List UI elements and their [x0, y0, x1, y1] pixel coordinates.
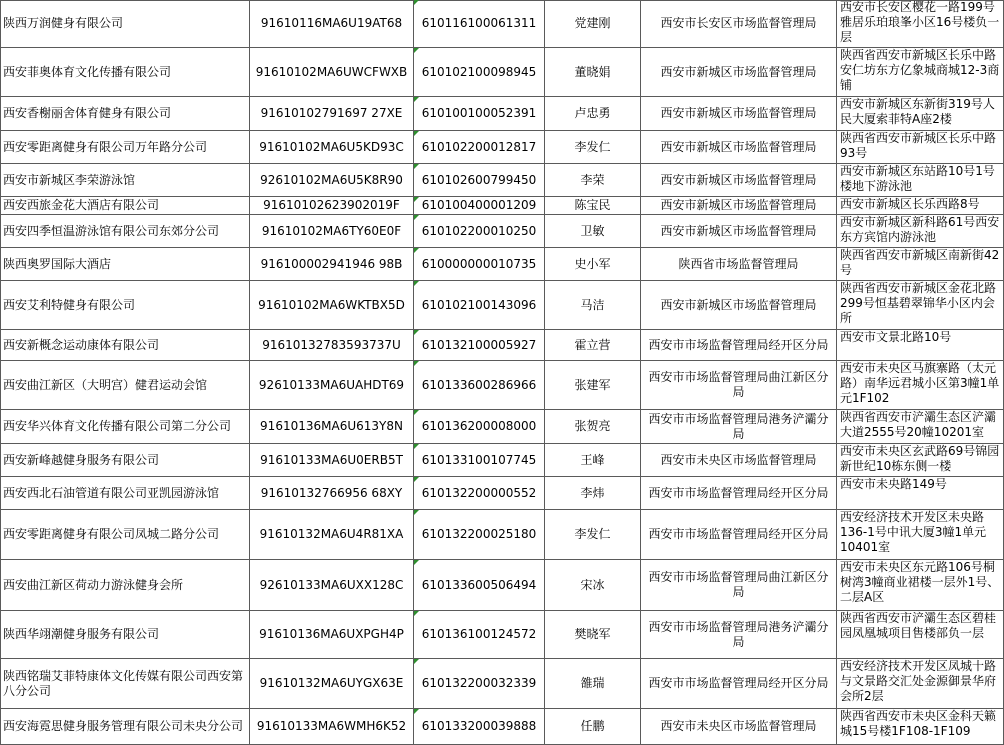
authority-text: 西安市新城区市场监督管理局	[660, 198, 817, 212]
legal-person-cell[interactable]	[545, 444, 641, 477]
error-indicator-icon	[414, 197, 419, 202]
company-name-text: 西安香榭丽舍体育健身有限公司	[3, 106, 172, 120]
table-row	[0, 410, 1004, 444]
address-text: 西安市新城区长乐西路8号	[840, 197, 980, 211]
legal-person-text: 李发仁	[574, 139, 611, 154]
company-name-cell[interactable]	[0, 131, 250, 164]
credit-code-cell[interactable]	[250, 164, 414, 197]
company-name-text: 西安零距离健身有限公司凤城二路分公司	[3, 527, 220, 541]
credit-code-text: 916100002941946 98B	[260, 256, 403, 271]
table-row	[0, 48, 1004, 97]
table-row	[0, 659, 1004, 709]
company-name-text: 西安四季恒温游泳馆有限公司东郊分公司	[3, 223, 220, 238]
address-text: 西安市新城区东站路10号1号楼地下游泳池	[840, 164, 995, 193]
registration-number-text: 610102100098945	[421, 64, 537, 79]
credit-code-cell[interactable]	[250, 611, 414, 659]
authority-text: 西安市市场监督管理局经开区分局	[648, 676, 829, 690]
authority-cell[interactable]	[641, 410, 837, 444]
credit-code-cell[interactable]	[250, 0, 414, 48]
credit-code-text: 91610102MA6UWCFWXB	[255, 64, 408, 79]
credit-code-text: 91610102MA6TY60E0F	[261, 223, 402, 238]
error-indicator-icon	[414, 215, 419, 220]
legal-person-text: 李炜	[580, 485, 605, 500]
address-cell[interactable]	[837, 477, 1004, 510]
legal-person-text: 樊晓军	[574, 627, 611, 641]
registration-number-text: 610116100061311	[421, 16, 537, 30]
authority-cell[interactable]	[641, 197, 837, 215]
registration-number-text: 610133600286966	[421, 377, 537, 392]
credit-code-text: 92610133MA6UXX128C	[259, 577, 404, 592]
credit-code-cell[interactable]	[250, 215, 414, 248]
address-text: 西安市未央区玄武路69号锦园新世纪10栋东侧一楼	[840, 444, 1000, 473]
company-name-text: 西安西北石油管道有限公司亚凯园游泳馆	[3, 485, 220, 500]
authority-cell[interactable]	[641, 611, 837, 659]
error-indicator-icon	[414, 477, 419, 482]
error-indicator-icon	[414, 97, 419, 102]
company-name-text: 陕西奥罗国际大酒店	[3, 256, 112, 271]
address-cell[interactable]	[837, 611, 1004, 659]
registration-number-cell[interactable]	[414, 215, 545, 248]
table-row	[0, 281, 1004, 330]
company-name-text: 西安菲奥体育文化传播有限公司	[3, 64, 172, 79]
registration-number-text: 610132200032339	[421, 676, 537, 690]
authority-text: 西安市新城区市场监督管理局	[660, 297, 817, 312]
legal-person-cell[interactable]	[545, 215, 641, 248]
legal-person-cell[interactable]	[545, 560, 641, 611]
address-text: 陕西省西安市新城区金花北路299号恒基碧翠锦华小区内会所	[840, 281, 997, 325]
legal-person-text: 李发仁	[574, 527, 611, 541]
legal-person-text: 党建刚	[574, 16, 611, 30]
address-text: 西安市未央区马旗寨路（太元路）南华远君城小区第3幢1单元1F102	[840, 361, 1000, 405]
credit-code-text: 91610102MA6U5KD93C	[259, 139, 404, 154]
address-cell[interactable]	[837, 560, 1004, 611]
legal-person-text: 任鹏	[580, 719, 605, 733]
legal-person-cell[interactable]	[545, 281, 641, 330]
company-name-cell[interactable]	[0, 477, 250, 510]
credit-code-text: 91610102623902019F	[263, 198, 400, 212]
credit-code-text: 91610132MA6U4R81XA	[259, 527, 404, 541]
address-cell[interactable]	[837, 197, 1004, 215]
address-cell[interactable]	[837, 215, 1004, 248]
table-row	[0, 611, 1004, 659]
address-text: 陕西省西安市新城区长乐中路安仁坊东方亿象城商城12-3商铺	[840, 48, 1000, 92]
address-cell[interactable]	[837, 248, 1004, 281]
registration-number-cell[interactable]	[414, 510, 545, 560]
credit-code-cell[interactable]	[250, 560, 414, 611]
registration-number-cell[interactable]	[414, 164, 545, 197]
company-name-cell[interactable]	[0, 510, 250, 560]
company-name-text: 西安新峰越健身服务有限公司	[3, 452, 160, 467]
company-name-text: 西安新概念运动康体有限公司	[3, 337, 160, 352]
company-name-text: 西安西旅金花大酒店有限公司	[3, 198, 160, 212]
legal-person-cell[interactable]	[545, 197, 641, 215]
company-name-cell[interactable]	[0, 164, 250, 197]
authority-text: 西安市未央区市场监督管理局	[660, 719, 817, 733]
authority-cell[interactable]	[641, 330, 837, 361]
authority-cell[interactable]	[641, 709, 837, 745]
table-row	[0, 560, 1004, 611]
address-cell[interactable]	[837, 659, 1004, 709]
table-row	[0, 361, 1004, 410]
table-row	[0, 510, 1004, 560]
credit-code-text: 91610133MA6WMH6K52	[256, 719, 407, 733]
authority-cell[interactable]	[641, 131, 837, 164]
credit-code-text: 92610102MA6U5K8R90	[260, 172, 403, 187]
legal-person-text: 史小军	[574, 256, 611, 271]
company-name-cell[interactable]	[0, 330, 250, 361]
registration-number-text: 610133200039888	[421, 719, 537, 733]
credit-code-cell[interactable]	[250, 410, 414, 444]
registration-number-cell[interactable]	[414, 281, 545, 330]
legal-person-cell[interactable]	[545, 97, 641, 131]
table-row	[0, 477, 1004, 510]
credit-code-text: 91610132783593737U	[262, 337, 401, 352]
company-name-text: 陕西华翊潮健身服务有限公司	[3, 627, 160, 641]
registration-number-cell[interactable]	[414, 131, 545, 164]
registration-number-text: 610100100052391	[421, 106, 537, 120]
table-row	[0, 0, 1004, 48]
registration-number-cell[interactable]	[414, 197, 545, 215]
address-text: 西安市长安区樱花一路199号雅居乐珀琅峯小区16号楼负一层	[840, 0, 1000, 44]
company-name-cell[interactable]	[0, 444, 250, 477]
authority-text: 西安市新城区市场监督管理局	[660, 139, 817, 154]
credit-code-text: 91610136MA6UXPGH4P	[259, 627, 404, 641]
address-text: 陕西省西安市浐灞生态区碧桂园凤凰城项目售楼部负一层	[840, 611, 997, 640]
table-row	[0, 248, 1004, 281]
authority-text: 西安市市场监督管理局曲江新区分局	[648, 370, 829, 399]
table-row	[0, 164, 1004, 197]
company-name-cell[interactable]	[0, 197, 250, 215]
registration-number-cell[interactable]	[414, 709, 545, 745]
registration-number-cell[interactable]	[414, 361, 545, 410]
registration-number-text: 610000000010735	[421, 256, 537, 271]
company-name-text: 西安海霓思健身服务管理有限公司未央分公司	[3, 719, 244, 733]
authority-text: 西安市新城区市场监督管理局	[660, 106, 817, 120]
address-text: 陕西省西安市浐灞生态区浐灞大道2555号20幢10201室	[840, 410, 997, 439]
authority-cell[interactable]	[641, 0, 837, 48]
authority-cell[interactable]	[641, 659, 837, 709]
legal-person-cell[interactable]	[545, 248, 641, 281]
registration-number-text: 610133600506494	[421, 577, 537, 592]
registration-number-cell[interactable]	[414, 48, 545, 97]
error-indicator-icon	[414, 131, 419, 136]
registration-number-text: 610102200010250	[421, 223, 537, 238]
legal-person-text: 宋冰	[580, 577, 605, 592]
legal-person-text: 董晓娟	[574, 64, 611, 79]
registration-number-cell[interactable]	[414, 248, 545, 281]
credit-code-text: 91610132MA6UYGX63E	[259, 676, 404, 690]
registration-number-cell[interactable]	[414, 97, 545, 131]
error-indicator-icon	[414, 0, 419, 5]
company-name-text: 西安曲江新区（大明宫）健君运动会馆	[3, 377, 208, 392]
credit-code-cell[interactable]	[250, 131, 414, 164]
authority-text: 西安市新城区市场监督管理局	[660, 64, 817, 79]
address-text: 西安市未央区东元路106号桐树湾3幢商业裙楼一层外1号、二层A区	[840, 560, 1000, 604]
company-name-cell[interactable]	[0, 659, 250, 709]
company-name-cell[interactable]	[0, 97, 250, 131]
error-indicator-icon	[414, 330, 419, 335]
credit-code-cell[interactable]	[250, 97, 414, 131]
registration-number-text: 610132200025180	[421, 527, 537, 541]
company-name-cell[interactable]	[0, 611, 250, 659]
authority-text: 西安市长安区市场监督管理局	[660, 16, 817, 30]
error-indicator-icon	[414, 164, 419, 169]
legal-person-text: 马洁	[580, 297, 605, 312]
error-indicator-icon	[414, 510, 419, 515]
address-text: 陕西省西安市新城区南新街42号	[840, 248, 1000, 277]
authority-cell[interactable]	[641, 215, 837, 248]
address-text: 西安经济技术开发区凤城十路与文景路交汇处金源御景华府会所2层	[840, 659, 997, 703]
table-row	[0, 444, 1004, 477]
registration-number-cell[interactable]	[414, 611, 545, 659]
legal-person-cell[interactable]	[545, 330, 641, 361]
company-name-cell[interactable]	[0, 0, 250, 48]
registration-number-text: 610102100143096	[421, 297, 537, 312]
authority-cell[interactable]	[641, 510, 837, 560]
company-name-text: 西安华兴体育文化传播有限公司第二分公司	[3, 419, 232, 433]
legal-person-cell[interactable]	[545, 477, 641, 510]
address-cell[interactable]	[837, 410, 1004, 444]
credit-code-text: 91610102MA6WKTBX5D	[258, 297, 405, 312]
registration-number-text: 610136200008000	[421, 419, 537, 433]
legal-person-text: 张贺亮	[574, 419, 611, 433]
authority-cell[interactable]	[641, 97, 837, 131]
table-row	[0, 215, 1004, 248]
company-name-cell[interactable]	[0, 281, 250, 330]
registration-number-cell[interactable]	[414, 560, 545, 611]
address-text: 陕西省西安市新城区长乐中路93号	[840, 131, 997, 160]
registration-number-text: 610132100005927	[421, 337, 537, 352]
authority-cell[interactable]	[641, 248, 837, 281]
legal-person-text: 张建军	[574, 377, 611, 392]
authority-text: 西安市市场监督管理局经开区分局	[648, 337, 829, 352]
error-indicator-icon	[414, 248, 419, 253]
address-text: 西安市未央路149号	[840, 477, 947, 491]
legal-person-text: 李荣	[580, 172, 605, 187]
registration-number-text: 610100400001209	[421, 198, 537, 212]
registration-number-text: 610136100124572	[421, 627, 537, 641]
authority-text: 西安市市场监督管理局港务浐灞分局	[648, 619, 829, 649]
registration-number-text: 610133100107745	[421, 452, 537, 467]
authority-cell[interactable]	[641, 361, 837, 410]
credit-code-cell[interactable]	[250, 510, 414, 560]
legal-person-cell[interactable]	[545, 709, 641, 745]
address-cell[interactable]	[837, 0, 1004, 48]
credit-code-cell[interactable]	[250, 444, 414, 477]
address-text: 西安市新城区东新街319号人民大厦索菲特A座2楼	[840, 97, 995, 126]
company-name-text: 陕西万润健身有限公司	[3, 16, 124, 30]
legal-person-cell[interactable]	[545, 164, 641, 197]
authority-cell[interactable]	[641, 281, 837, 330]
authority-text: 西安市未央区市场监督管理局	[660, 452, 817, 467]
authority-text: 西安市市场监督管理局曲江新区分局	[648, 570, 829, 599]
credit-code-cell[interactable]	[250, 330, 414, 361]
error-indicator-icon	[414, 659, 419, 664]
table-row	[0, 97, 1004, 131]
credit-code-cell[interactable]	[250, 197, 414, 215]
company-name-cell[interactable]	[0, 215, 250, 248]
legal-person-text: 霍立营	[574, 337, 611, 352]
error-indicator-icon	[414, 48, 419, 53]
credit-code-text: 91610132766956 68XY	[260, 485, 403, 500]
error-indicator-icon	[414, 410, 419, 415]
authority-text: 西安市新城区市场监督管理局	[660, 223, 817, 238]
company-name-text: 西安零距离健身有限公司万年路分公司	[3, 139, 208, 154]
authority-text: 陕西省市场监督管理局	[678, 256, 799, 271]
legal-person-cell[interactable]	[545, 659, 641, 709]
authority-text: 西安市市场监督管理局经开区分局	[648, 485, 829, 500]
credit-code-text: 91610133MA6U0ERB5T	[260, 452, 403, 467]
legal-person-cell[interactable]	[545, 0, 641, 48]
credit-code-cell[interactable]	[250, 709, 414, 745]
authority-cell[interactable]	[641, 48, 837, 97]
legal-person-text: 卢忠勇	[574, 106, 611, 120]
registration-number-text: 610132200000552	[421, 485, 537, 500]
address-cell[interactable]	[837, 48, 1004, 97]
address-cell[interactable]	[837, 131, 1004, 164]
authority-cell[interactable]	[641, 444, 837, 477]
authority-cell[interactable]	[641, 560, 837, 611]
credit-code-text: 91610102791697 27XE	[260, 106, 403, 120]
legal-person-cell[interactable]	[545, 510, 641, 560]
registration-number-cell[interactable]	[414, 0, 545, 48]
error-indicator-icon	[414, 281, 419, 286]
company-name-cell[interactable]	[0, 361, 250, 410]
registration-number-cell[interactable]	[414, 410, 545, 444]
credit-code-cell[interactable]	[250, 659, 414, 709]
credit-code-cell[interactable]	[250, 361, 414, 410]
authority-text: 西安市新城区市场监督管理局	[660, 172, 817, 187]
registration-number-cell[interactable]	[414, 330, 545, 361]
address-cell[interactable]	[837, 444, 1004, 477]
credit-code-text: 92610133MA6UAHDT69	[258, 377, 405, 392]
company-name-cell[interactable]	[0, 48, 250, 97]
table-row	[0, 131, 1004, 164]
error-indicator-icon	[414, 444, 419, 449]
address-text: 西安市新城区新科路61号西安东方宾馆内游泳池	[840, 215, 1000, 244]
error-indicator-icon	[414, 611, 419, 616]
error-indicator-icon	[414, 361, 419, 366]
registration-number-text: 610102200012817	[421, 139, 537, 154]
registration-number-cell[interactable]	[414, 444, 545, 477]
legal-person-cell[interactable]	[545, 131, 641, 164]
authority-text: 西安市市场监督管理局港务浐灞分局	[648, 411, 829, 441]
company-name-cell[interactable]	[0, 560, 250, 611]
credit-code-cell[interactable]	[250, 48, 414, 97]
company-name-cell[interactable]	[0, 248, 250, 281]
address-cell[interactable]	[837, 281, 1004, 330]
authority-cell[interactable]	[641, 477, 837, 510]
legal-person-text: 雒瑞	[580, 676, 605, 690]
legal-person-cell[interactable]	[545, 361, 641, 410]
legal-person-cell[interactable]	[545, 410, 641, 444]
registration-number-text: 610102600799450	[421, 172, 537, 187]
credit-code-cell[interactable]	[250, 281, 414, 330]
legal-person-text: 王峰	[580, 452, 605, 467]
authority-cell[interactable]	[641, 164, 837, 197]
address-cell[interactable]	[837, 97, 1004, 131]
credit-code-cell[interactable]	[250, 477, 414, 510]
authority-text: 西安市市场监督管理局经开区分局	[648, 527, 829, 541]
address-text: 西安经济技术开发区未央路136-1号中讯大厦3幢1单元10401室	[840, 510, 987, 554]
address-text: 西安市文景北路10号	[840, 330, 952, 344]
legal-person-text: 陈宝民	[574, 198, 611, 212]
address-text: 陕西省西安市未央区金科天籁城15号楼1F108-1F109	[840, 709, 997, 738]
address-cell[interactable]	[837, 330, 1004, 361]
address-cell[interactable]	[837, 361, 1004, 410]
legal-person-cell[interactable]	[545, 611, 641, 659]
legal-person-text: 卫敏	[580, 223, 605, 238]
error-indicator-icon	[414, 560, 419, 565]
table-row	[0, 330, 1004, 361]
company-name-text: 陕西铭瑞艾菲特康体文化传媒有限公司西安第八分公司	[3, 668, 244, 698]
company-name-text: 西安市新城区李荣游泳馆	[3, 172, 136, 187]
credit-code-text: 91610116MA6U19AT68	[260, 16, 403, 30]
error-indicator-icon	[414, 709, 419, 714]
credit-code-text: 91610136MA6U613Y8N	[260, 419, 403, 433]
registration-number-cell[interactable]	[414, 477, 545, 510]
address-cell[interactable]	[837, 510, 1004, 560]
table-row	[0, 197, 1004, 215]
company-name-cell[interactable]	[0, 709, 250, 745]
registration-number-cell[interactable]	[414, 659, 545, 709]
address-cell[interactable]	[837, 709, 1004, 745]
company-name-text: 西安艾利特健身有限公司	[3, 297, 136, 312]
credit-code-cell[interactable]	[250, 248, 414, 281]
address-cell[interactable]	[837, 164, 1004, 197]
table-row	[0, 709, 1004, 745]
company-name-text: 西安曲江新区荷动力游泳健身会所	[3, 577, 184, 592]
legal-person-cell[interactable]	[545, 48, 641, 97]
company-name-cell[interactable]	[0, 410, 250, 444]
